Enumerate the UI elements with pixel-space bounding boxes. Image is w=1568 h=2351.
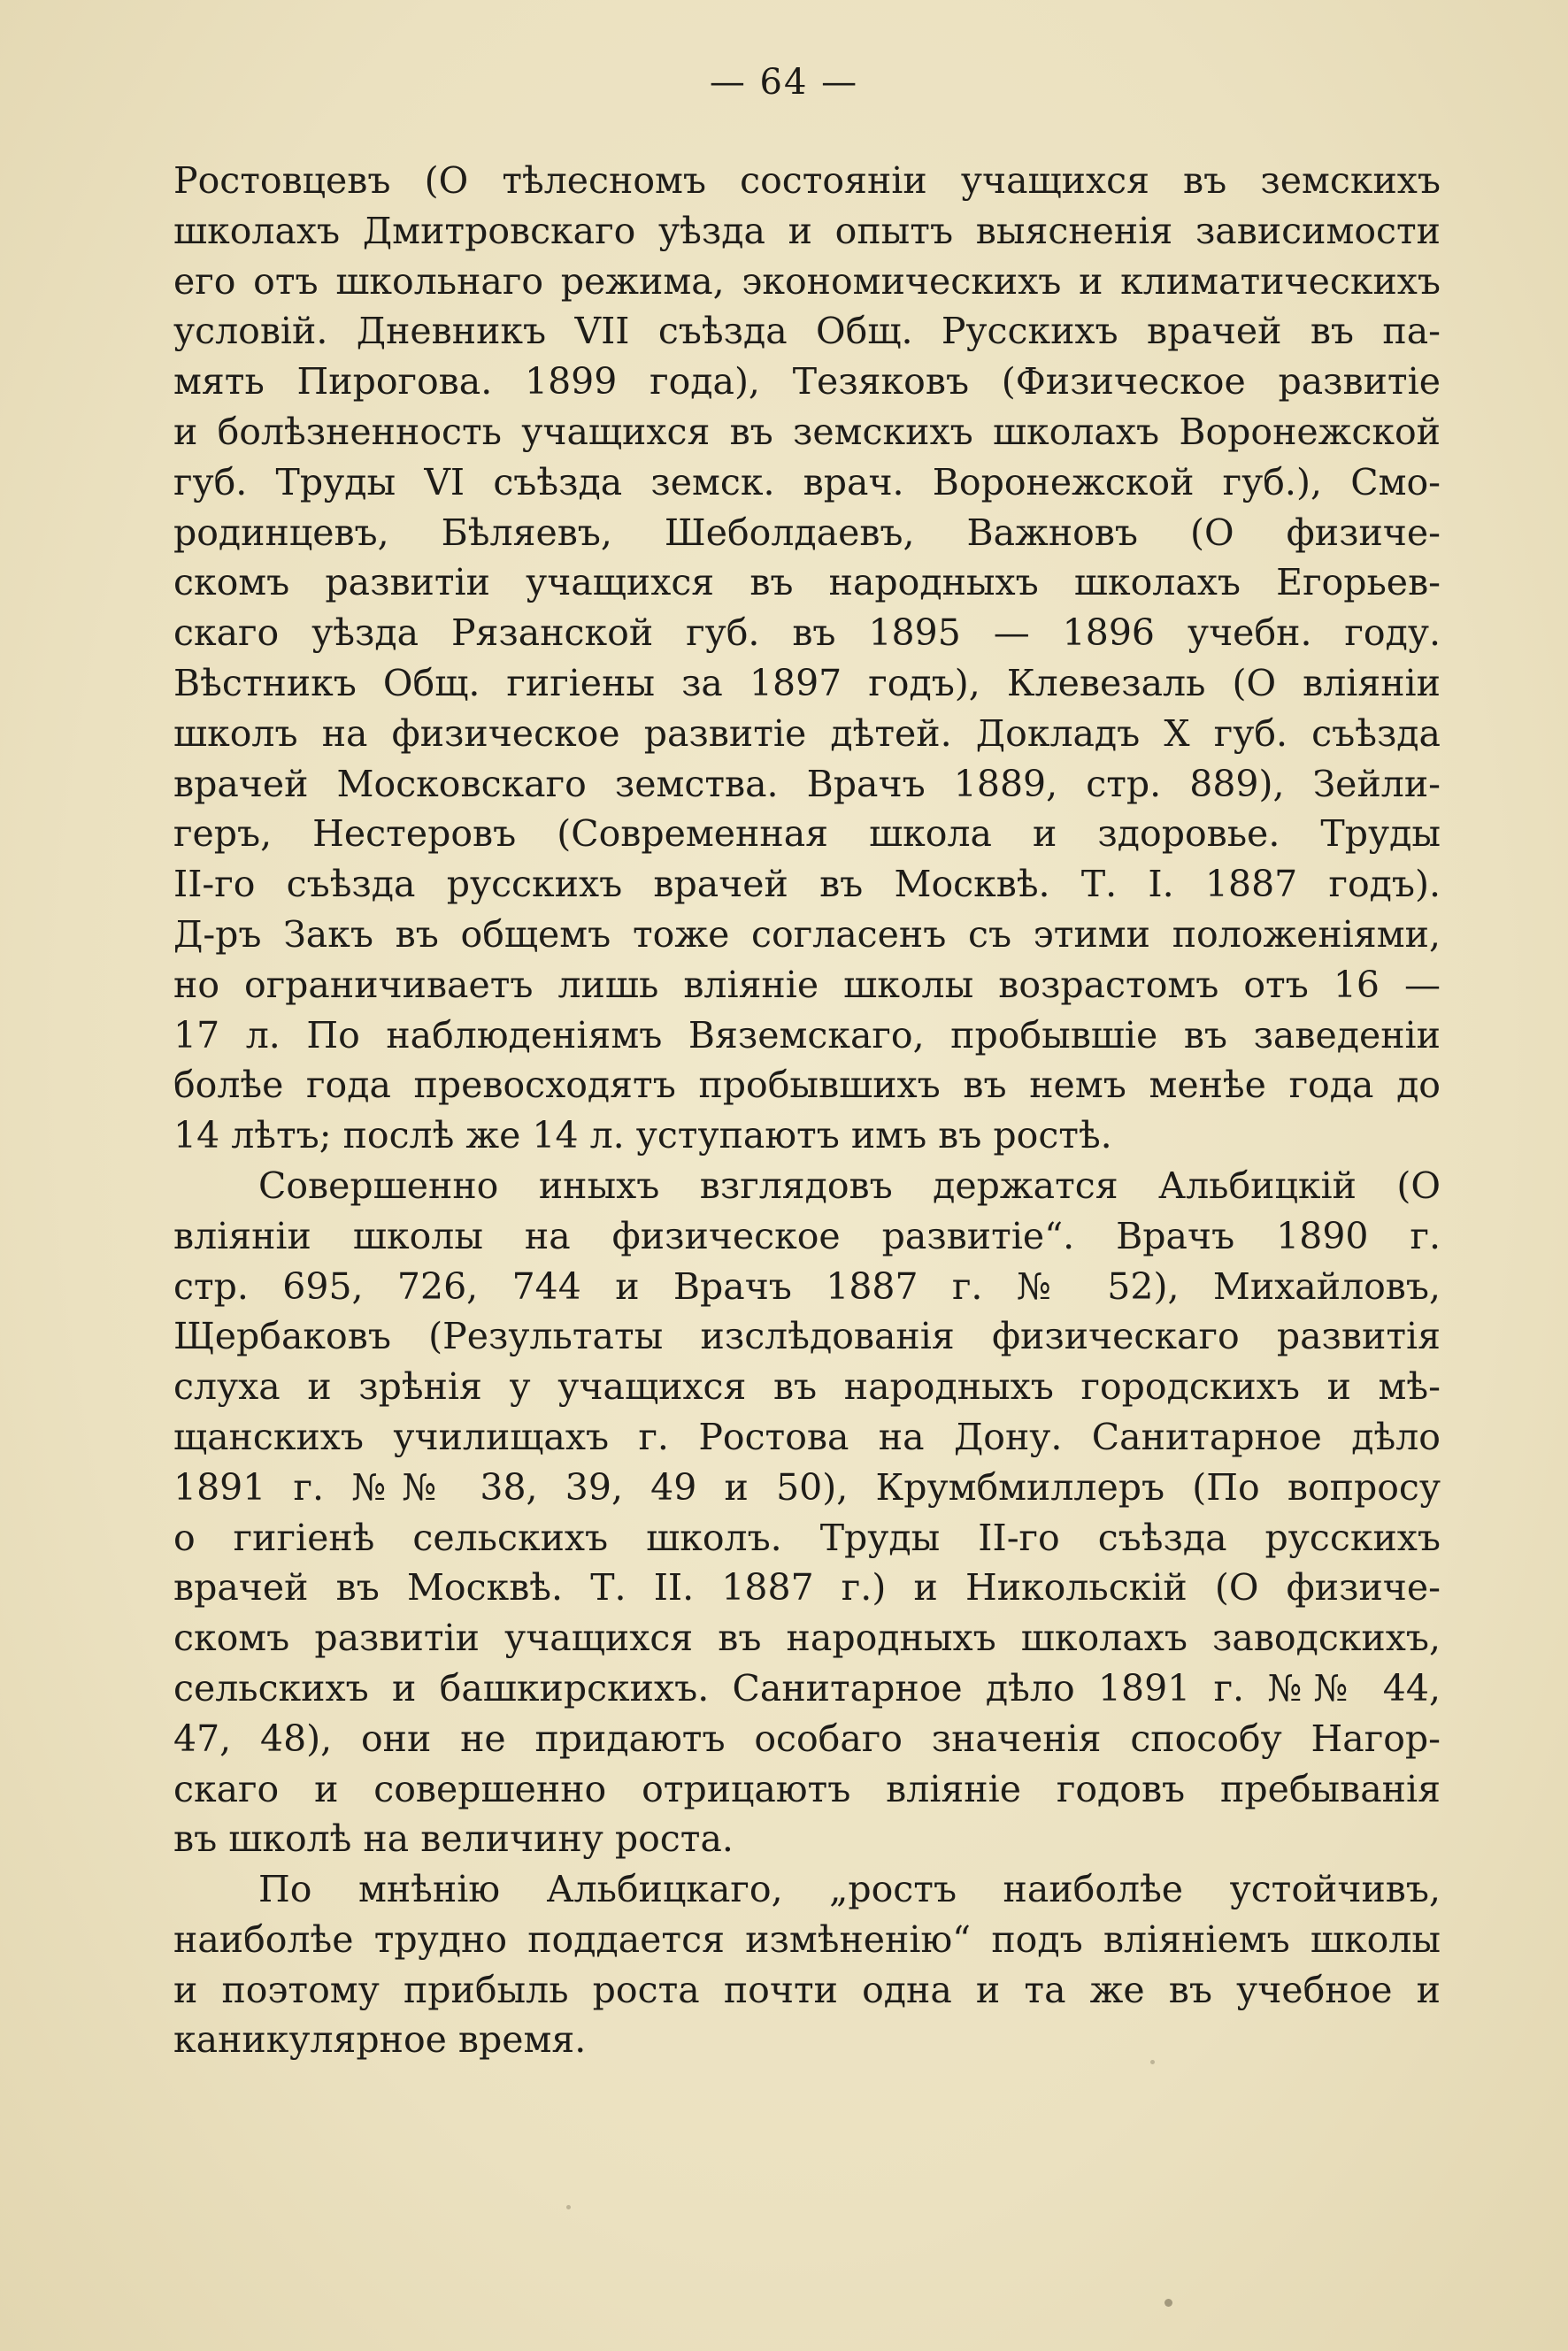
text-line: 47, 48), они не придаютъ особаго значенія способу Нагор- <box>173 1717 1441 1760</box>
text-line: болѣе года превосходятъ пробывшихъ въ немъ менѣе года до <box>173 1064 1441 1107</box>
text-line: и болѣзненность учащихся въ земскихъ школахъ Воронежской <box>173 410 1441 453</box>
text-line: слуха и зрѣнія у учащихся въ народныхъ городскихъ и мѣ- <box>173 1365 1441 1409</box>
text-line: но ограничиваетъ лишь вліяніе школы возрастомъ отъ 16 — <box>173 963 1441 1006</box>
text-line: его отъ школьнаго режима, экономическихъ и климатическихъ <box>173 259 1441 303</box>
text-line: геръ, Нестеровъ (Современная школа и здоровье. Труды <box>173 812 1441 856</box>
text-line: въ школѣ на величину роста. <box>173 1817 734 1861</box>
text-line: о гигіенѣ сельскихъ школъ. Труды II-го съѣзда русскихъ <box>173 1516 1441 1559</box>
text-line: каникулярное время. <box>173 2018 587 2062</box>
paragraph-2 <box>173 1161 1441 1864</box>
text-line: сельскихъ и башкирскихъ. Санитарное дѣло 1891 г. №№ 44, <box>173 1666 1441 1709</box>
text-line: 1891 г. №№ 38, 39, 49 и 50), Крумбмиллеръ (По вопросу <box>173 1465 1441 1509</box>
text-line: Вѣстникъ Общ. гигіены за 1897 годъ), Клевезаль (О вліяніи <box>173 661 1441 704</box>
paper-speck <box>1150 2060 1155 2064</box>
text-line: стр. 695, 726, 744 и Врачъ 1887 г. № 52), Михайловъ, <box>173 1264 1441 1308</box>
text-line: губ. Труды VI съѣзда земск. врач. Воронежской губ.), Смо- <box>173 460 1441 503</box>
text-line: скаго и совершенно отрицаютъ вліяніе годовъ пребыванія <box>173 1767 1441 1810</box>
text-line: Щербаковъ (Результаты изслѣдованія физическаго развитія <box>173 1315 1441 1358</box>
text-line: По мнѣнію Альбицкаго, „ростъ наиболѣе устойчивъ, <box>258 1868 1441 1911</box>
text-line: врачей Московскаго земства. Врачъ 1889, стр. 889), Зейли- <box>173 762 1441 805</box>
text-line: щанскихъ училищахъ г. Ростова на Дону. Санитарное дѣло <box>173 1415 1441 1458</box>
text-line: скаго уѣзда Рязанской губ. въ 1895 — 1896 учебн. году. <box>173 611 1441 655</box>
paper-speck <box>566 2205 571 2209</box>
text-line: скомъ развитіи учащихся въ народныхъ школахъ Егорьев- <box>173 561 1441 604</box>
text-line: врачей въ Москвѣ. Т. II. 1887 г.) и Никольскій (О физиче- <box>173 1566 1441 1610</box>
text-line: мять Пирогова. 1899 года), Тезяковъ (Физическое развитіе <box>173 360 1441 403</box>
text-line: скомъ развитіи учащихся въ народныхъ школахъ заводскихъ, <box>173 1617 1441 1660</box>
text-line: условій. Дневникъ VII съѣзда Общ. Русскихъ врачей въ па- <box>173 310 1441 353</box>
text-line: родинцевъ, Бѣляевъ, Шеболдаевъ, Важновъ (О физиче- <box>173 511 1441 554</box>
text-line: Ростовцевъ (О тѣлесномъ состояніи учащихся въ земскихъ <box>173 159 1441 202</box>
paragraph-3 <box>173 1864 1441 2065</box>
paper-speck <box>1164 2299 1172 2307</box>
page-number: — 64 — <box>709 62 859 103</box>
text-line: наиболѣе трудно поддается измѣненію“ подъ вліяніемъ школы <box>173 1917 1441 1961</box>
paragraph-1 <box>173 156 1441 1161</box>
text-line: Д-ръ Закъ въ общемъ тоже согласенъ съ этими положеніями, <box>173 912 1441 956</box>
text-line: Совершенно иныхъ взглядовъ держатся Альбицкій (О <box>258 1164 1441 1207</box>
text-line: школъ на физическое развитіе дѣтей. Докладъ X губ. съѣзда <box>173 711 1441 755</box>
text-line: II-го съѣзда русскихъ врачей въ Москвѣ. Т. I. 1887 годъ). <box>173 863 1441 906</box>
text-line: 14 лѣтъ; послѣ же 14 л. уступаютъ имъ въ ростѣ. <box>173 1114 1112 1157</box>
body-text <box>173 156 1441 2065</box>
text-line: и поэтому прибыль роста почти одна и та же въ учебное и <box>173 1968 1441 2011</box>
text-line: вліяніи школы на физическое развитіе“. Врачъ 1890 г. <box>173 1214 1441 1257</box>
text-line: школахъ Дмитровскаго уѣзда и опытъ выясненія зависимости <box>173 209 1441 252</box>
text-line: 17 л. По наблюденіямъ Вяземскаго, пробывшіе въ заведеніи <box>173 1013 1441 1056</box>
